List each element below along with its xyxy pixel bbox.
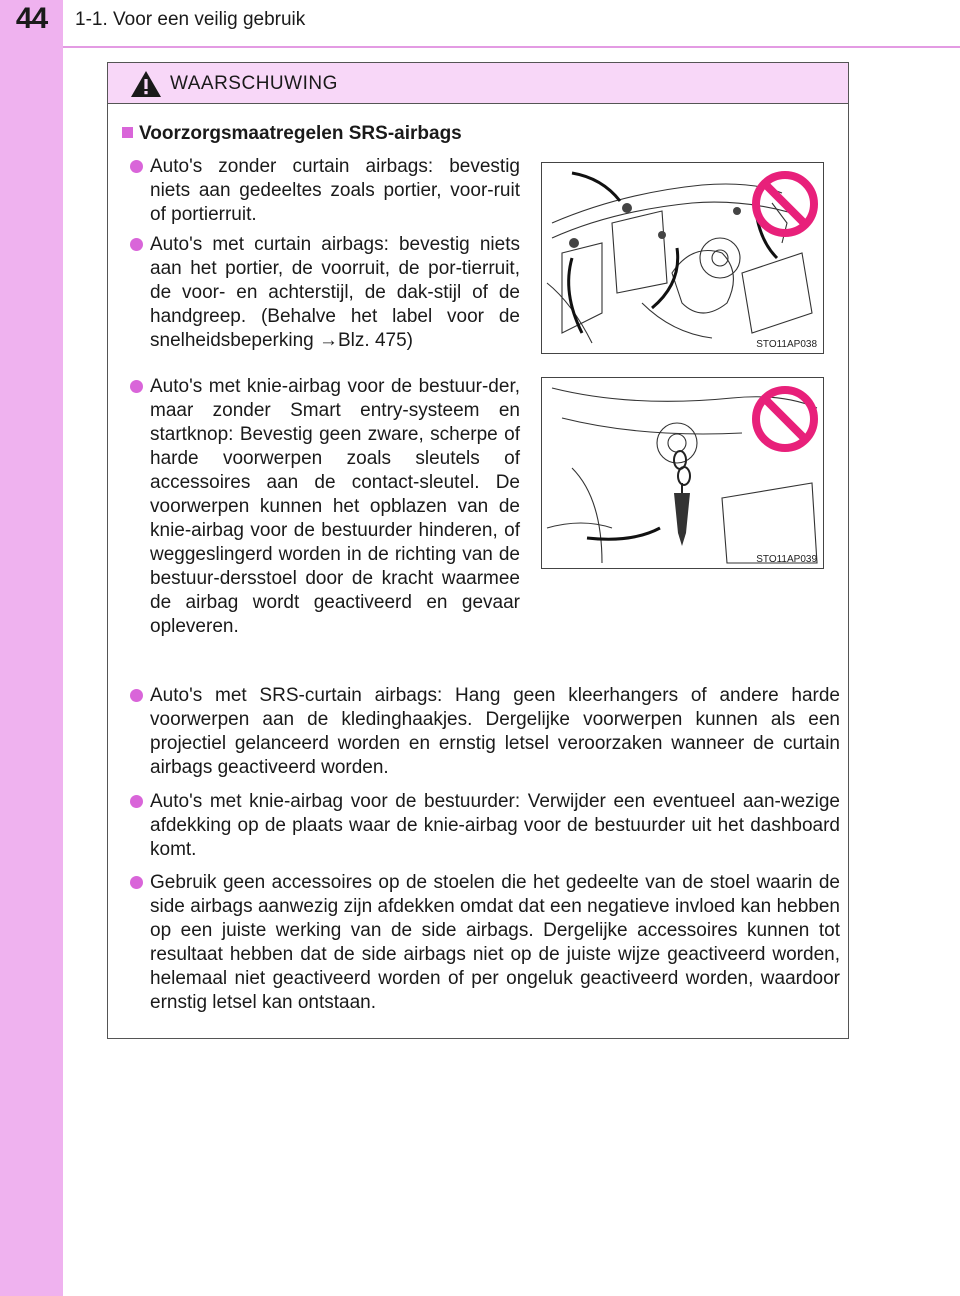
bullet-dot-icon	[130, 689, 143, 702]
warning-title: WAARSCHUWING	[170, 73, 338, 94]
warning-triangle-icon	[130, 69, 162, 99]
prohibited-icon	[750, 384, 820, 454]
page-number: 44	[15, 2, 48, 35]
subheading	[122, 123, 462, 145]
illustration-code: STO11AP039	[756, 554, 817, 565]
header-rule	[63, 46, 960, 48]
section-title: 1-1. Voor een veilig gebruik	[75, 9, 306, 30]
illustration-key	[541, 377, 824, 569]
subheading-text: Voorzorgsmaatregelen SRS-airbags	[139, 123, 462, 144]
bullet-dot-icon	[130, 160, 143, 173]
bullet-text: Auto's met curtain airbags: bevestig niets aan het portier, de voorruit, de por-tierruit, de voor- en achterstijl, de dak-stijl of de handgreep. (Behalve het label voor de snelheidsbeperking →Blz. 475)	[150, 234, 520, 351]
bullet-text: Auto's met SRS-curtain airbags: Hang geen kleerhangers of andere harde voorwerpen aan de kledinghaakjes. Dergelijke voorwerpen kunnen als een projectiel gelanceerd worden en ernstig letsel veroorzaken wanneer de curtain airbags geactiveerd worden.	[150, 685, 840, 778]
prohibited-icon	[750, 169, 820, 239]
bullet-text: Auto's zonder curtain airbags: bevestig niets aan gedeeltes zoals portier, voor-ruit of portierruit.	[150, 156, 520, 225]
warning-header	[108, 63, 848, 104]
square-bullet-icon	[122, 127, 133, 138]
illustration-code: STO11AP038	[756, 339, 817, 350]
bullet-item	[150, 375, 520, 639]
illustration-interior	[541, 162, 824, 354]
bullet-item	[150, 684, 840, 780]
bullet-dot-icon	[130, 380, 143, 393]
bullet-dot-icon	[130, 795, 143, 808]
bullet-dot-icon	[130, 876, 143, 889]
bullet-text: Gebruik geen accessoires op de stoelen die het gedeelte van de stoel waarin de side airbags aanwezig zijn afdekken omdat dat een negatieve invloed kan hebben op een juiste werking van de side airbags. Dergelijke accessoires kunnen tot resultaat hebben dat de side airbags niet op de juiste wijze geactiveerd worden, helemaal niet geactiveerd worden of per ongeluk geactiveerd worden, waardoor ernstig letsel kan ontstaan.	[150, 872, 840, 1013]
bullet-text: Auto's met knie-airbag voor de bestuurder: Verwijder een eventueel aan-wezige afdekking op de plaats waar de knie-airbag voor de bestuurder uit het dashboard komt.	[150, 791, 840, 860]
bullet-item	[150, 871, 840, 1015]
bullet-text: Auto's met knie-airbag voor de bestuur-der, maar zonder Smart entry-systeem en startknop: Bevestig geen zware, scherpe of harde voorwerpen zoals sleutels of accessoires aan de contact-sleutel. De voorwerpen kunnen het opblazen van de knie-airbag voor de bestuurder hinderen, of weggeslingerd worden in de richting van de bestuur-dersstoel door de kracht waarmee de airbag wordt geactiveerd en gevaar opleveren.	[150, 376, 520, 637]
bullet-item	[150, 233, 520, 353]
bullet-item	[150, 790, 840, 862]
bullet-dot-icon	[130, 238, 143, 251]
side-tab	[0, 0, 63, 1296]
bullet-item	[150, 155, 520, 227]
warning-box	[107, 62, 849, 1039]
